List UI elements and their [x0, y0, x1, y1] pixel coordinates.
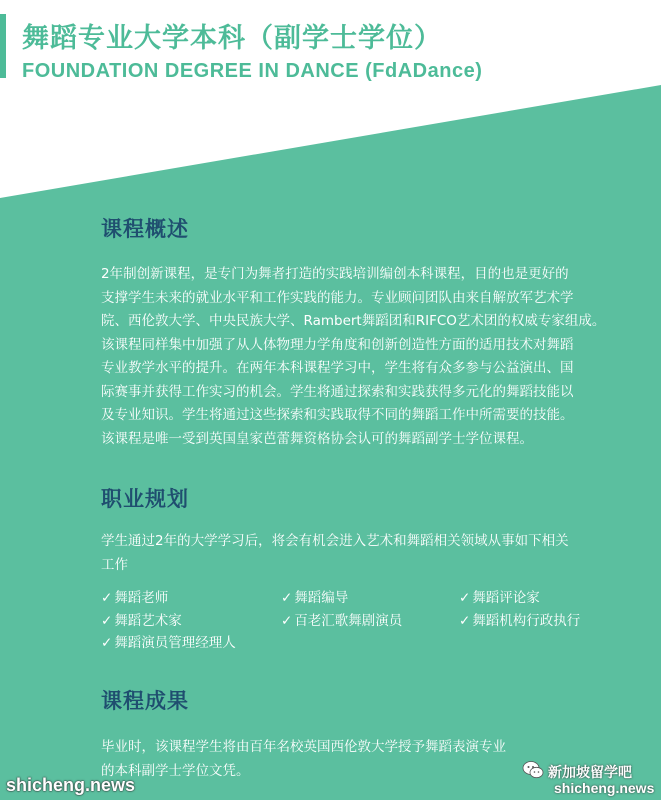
watermark-right-url: shicheng.news: [554, 780, 655, 796]
overview-line: 支撑学生未来的就业水平和工作实践的能力。专业顾问团队由来自解放军艺术学: [101, 289, 574, 306]
check-icon: ✓: [459, 612, 471, 629]
overview-heading: 课程概述: [101, 217, 189, 241]
outcome-line: 毕业时，该课程学生将由百年名校英国西伦敦大学授予舞蹈表演专业: [101, 739, 506, 755]
title-accent-bar: [0, 14, 6, 78]
overview-line: 该课程同样集中加强了从人体物理力学角度和创新创造性方面的适用技术对舞蹈: [101, 336, 574, 353]
page-subtitle: FOUNDATION DEGREE IN DANCE (FdADance): [22, 60, 483, 82]
overview-line: 专业教学水平的提升。在两年本科课程学习中，学生将有众多参与公益演出、国: [101, 360, 574, 376]
career-paragraph: [101, 530, 641, 577]
check-icon: ✓: [281, 590, 293, 606]
job-item: ✓ 舞蹈机构行政执行: [459, 612, 581, 629]
outcome-heading: 课程成果: [101, 689, 189, 713]
overview-line: 院、西伦敦大学、中央民族大学、Rambert舞蹈团和RIFCO艺术团的权威专家组成。: [101, 313, 606, 329]
check-icon: ✓: [101, 590, 113, 606]
check-icon: ✓: [101, 612, 113, 629]
overview-line: 2年制创新课程，是专门为舞者打造的实践培训编创本科课程，目的也是更好的: [101, 266, 569, 282]
job-item: ✓ 百老汇歌舞剧演员: [281, 612, 403, 629]
check-icon: ✓: [101, 635, 113, 651]
job-item: ✓ 舞蹈演员管理经理人: [101, 635, 236, 651]
watermark-right-title: 新加坡留学吧: [548, 765, 632, 781]
job-item: ✓ 舞蹈评论家: [459, 590, 540, 606]
outcome-line: 的本科副学士学位文凭。: [101, 762, 250, 779]
overview-line: 际赛事并获得工作实习的机会。学生将通过探索和实践获得多元化的舞蹈技能以: [101, 383, 574, 400]
check-icon: ✓: [281, 612, 293, 629]
check-icon: ✓: [459, 590, 471, 606]
overview-line: 及专业知识。学生将通过这些探索和实践取得不同的舞蹈工作中所需要的技能。: [101, 407, 574, 423]
overview-paragraph: [101, 263, 641, 451]
job-list: [101, 587, 641, 655]
watermark-left: shicheng.news: [6, 775, 136, 795]
wechat-icon: [522, 760, 544, 780]
job-item: ✓ 舞蹈老师: [101, 590, 169, 606]
overview-line: 该课程是唯一受到英国皇家芭蕾舞资格协会认可的舞蹈副学士学位课程。: [101, 430, 533, 447]
career-heading: 职业规划: [101, 487, 189, 511]
job-item: ✓ 舞蹈编导: [281, 590, 349, 606]
page-title: 舞蹈专业大学本科（副学士学位）: [22, 23, 442, 54]
job-item: ✓ 舞蹈艺术家: [101, 612, 182, 629]
career-line: 学生通过2年的大学学习后，将会有机会进入艺术和舞蹈相关领域从事如下相关: [101, 533, 569, 549]
career-line: 工作: [101, 556, 128, 573]
